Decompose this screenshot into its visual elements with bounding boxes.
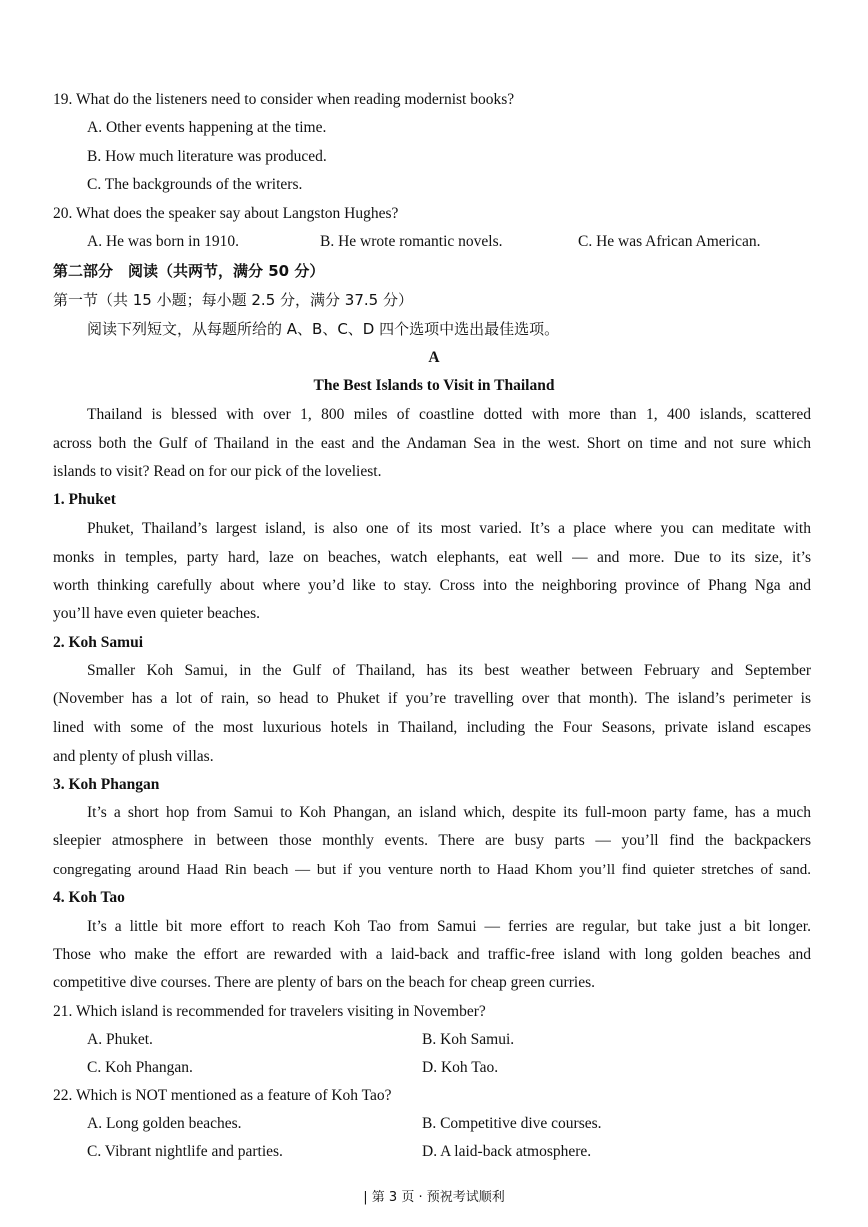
q22-option-d: D. A laid-back atmosphere. [422,1143,592,1160]
phuket-line-1: Phuket, Thailand’s largest island, is also one of its most varied. It’s a place where you can meditate with [87,520,811,537]
tao-line-1: It’s a little bit more effort to reach Koh Tao from Samui — ferries are regular, but take just a bit longer. [87,918,811,935]
q19-option-b: B. How much literature was produced. [87,148,327,165]
samui-line-1: Smaller Koh Samui, in the Gulf of Thailand, has its best weather between February and September [87,662,811,679]
island-heading-phuket [53,490,116,510]
phuket-line-3: worth thinking carefully about where you’d like to stay. Cross into the neighboring province of Phang Nga and [53,577,811,594]
phuket-line-2: monks in temples, party hard, laze on beaches, watch elephants, eat well — and more. Due to its size, it’s [53,549,811,566]
island-number: 1. [53,491,65,508]
island-name: Koh Tao [68,889,125,906]
q22-option-a: A. Long golden beaches. [87,1115,242,1132]
phangan-line-3: congregating around Haad Rin beach — but if you venture north to Haad Khom you’ll find quieter stretches of sand. [53,862,811,878]
samui-line-4: and plenty of plush villas. [53,748,214,765]
q20-option-c: C. He was African American. [578,233,761,250]
question-19: 19. What do the listeners need to consider when reading modernist books? [53,91,515,108]
island-heading-koh-phangan [53,775,159,795]
intro-line-1: Thailand is blessed with over 1, 800 miles of coastline dotted with more than 1, 400 islands, scattered [87,406,811,423]
phuket-line-4: you’ll have even quieter beaches. [53,605,261,622]
island-heading-koh-tao [53,888,125,908]
phangan-line-1: It’s a short hop from Samui to Koh Phangan, an island which, despite its full-moon party fame, has a much [87,804,811,821]
island-number: 4. [53,889,65,906]
phangan-line-2: sleepier atmosphere in between those monthly events. There are busy parts — you’ll find the backpackers [53,832,811,849]
q21-option-c: C. Koh Phangan. [87,1059,193,1076]
q20-option-b: B. He wrote romantic novels. [320,233,503,250]
samui-line-2: (November has a lot of rain, so head to Phuket if you’re travelling over that month). The island’s perimeter is [53,690,811,707]
question-20: 20. What does the speaker say about Langston Hughes? [53,205,399,222]
part1-heading: 第一节（共 15 小题；每小题 2.5 分，满分 37.5 分） [53,291,413,309]
samui-line-3: lined with some of the most luxurious hotels in Thailand, including the Four Seasons, private island escapes [53,719,811,736]
q19-option-a: A. Other events happening at the time. [87,119,327,136]
q21-option-a: A. Phuket. [87,1031,153,1048]
page-footer: | 第 3 页 · 预祝考试顺利 [363,1190,505,1205]
island-heading-koh-samui [53,633,143,653]
island-name: Koh Samui [68,634,144,651]
intro-line-3: islands to visit? Read on for our pick of the loveliest. [53,463,382,480]
island-number: 2. [53,634,65,651]
q21-option-b: B. Koh Samui. [422,1031,515,1048]
question-21: 21. Which island is recommended for travelers visiting in November? [53,1003,486,1020]
q20-option-a: A. He was born in 1910. [87,233,239,250]
passage-title: The Best Islands to Visit in Thailand [313,377,555,394]
passage-letter: A [428,349,440,366]
q22-option-c: C. Vibrant nightlife and parties. [87,1143,283,1160]
tao-line-2: Those who make the effort are rewarded with a laid-back and traffic-free island with long golden beaches and [53,946,811,963]
reading-instruction: 阅读下列短文，从每题所给的 A、B、C、D 四个选项中选出最佳选项。 [87,320,560,338]
island-number: 3. [53,776,65,793]
island-name: Koh Phangan [68,776,160,793]
island-name: Phuket [68,491,116,508]
tao-line-3: competitive dive courses. There are plenty of bars on the beach for cheap green curries. [53,974,595,991]
intro-line-2: across both the Gulf of Thailand in the east and the Andaman Sea in the west. Short on time and not sure which [53,435,811,452]
q21-option-d: D. Koh Tao. [422,1059,499,1076]
q19-option-c: C. The backgrounds of the writers. [87,176,303,193]
question-22: 22. Which is NOT mentioned as a feature of Koh Tao? [53,1087,392,1104]
q22-option-b: B. Competitive dive courses. [422,1115,602,1132]
section-heading: 第二部分 阅读（共两节，满分 50 分） [53,262,325,280]
